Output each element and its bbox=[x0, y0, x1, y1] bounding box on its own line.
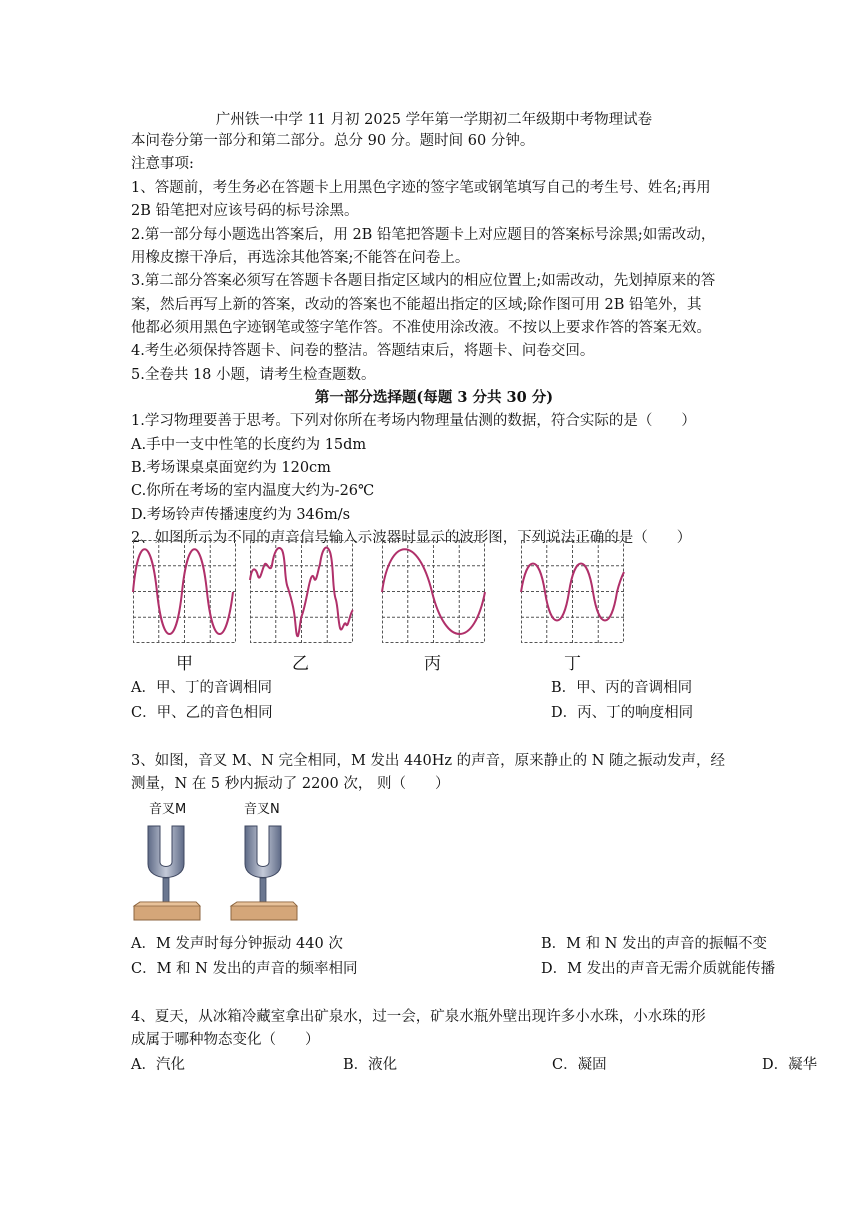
question-4-stem-line1: 4、夏天，从冰箱冷藏室拿出矿泉水，过一会，矿泉水瓶外壁出现许多小水珠，小水珠的形 bbox=[131, 1009, 706, 1025]
question-4-stem-line2: 成属于哪种物态变化（ ） bbox=[131, 1032, 320, 1048]
notice-heading: 注意事项: bbox=[131, 156, 194, 172]
waveform-yi bbox=[250, 540, 353, 643]
tuning-fork-m-icon bbox=[130, 822, 202, 924]
question-3-option-d: D．M 发出的声音无需介质就能传播 bbox=[541, 961, 776, 977]
notice-line: 3.第二部分答案必须写在答题卡各题目指定区域内的相应位置上;如需改动，先划掉原来的答 bbox=[131, 273, 716, 289]
question-1-stem: 1.学习物理要善于思考。下列对你所在考场内物理量估测的数据，符合实际的是（ ） bbox=[131, 413, 696, 429]
waveform-caption-bing: 丙 bbox=[424, 654, 441, 674]
question-1-option-d: D.考场铃声传播速度约为 346m/s bbox=[131, 507, 351, 523]
notice-line: 案，然后再写上新的答案，改动的答案也不能超出指定的区域;除作图可用 2B 铅笔外，其 bbox=[131, 297, 702, 313]
question-1-option-c: C.你所在考场的室内温度大约为-26℃ bbox=[131, 483, 375, 499]
question-1-option-a: A.手中一支中性笔的长度约为 15dm bbox=[131, 437, 367, 453]
question-4-option-c: C．凝固 bbox=[552, 1057, 607, 1073]
question-3-option-c: C．M 和 N 发出的声音的频率相同 bbox=[131, 961, 358, 977]
waveform-caption-jia: 甲 bbox=[176, 654, 193, 674]
exam-title: 广州铁一中学 11 月初 2025 学年第一学期初二年级期中考物理试卷 bbox=[215, 112, 653, 128]
question-2-option-d: D．丙、丁的响度相同 bbox=[551, 705, 694, 721]
question-2-option-b: B．甲、丙的音调相同 bbox=[551, 680, 693, 696]
notice-line: 2.第一部分每小题选出答案后，用 2B 铅笔把答题卡上对应题目的答案标号涂黑;如需改动， bbox=[131, 227, 716, 243]
question-4-option-a: A．汽化 bbox=[131, 1057, 185, 1073]
exam-intro: 本问卷分第一部分和第二部分。总分 90 分。题时间 60 分钟。 bbox=[131, 133, 535, 149]
notice-line: 用橡皮擦干净后，再选涂其他答案;不能答在问卷上。 bbox=[131, 250, 470, 266]
question-4-option-b: B．液化 bbox=[343, 1057, 398, 1073]
waveform-caption-ding: 丁 bbox=[564, 654, 581, 674]
waveform-bing bbox=[382, 540, 485, 643]
tuning-fork-m-label: 音叉M bbox=[149, 802, 187, 817]
notice-line: 5.全卷共 18 小题，请考生检查题数。 bbox=[131, 367, 376, 383]
notice-line: 2B 铅笔把对应该号码的标号涂黑。 bbox=[131, 203, 359, 219]
section-title: 第一部分选择题(每题 3 分共 30 分) bbox=[314, 389, 554, 406]
tuning-fork-n-icon bbox=[227, 822, 299, 924]
question-2-option-c: C．甲、乙的音色相同 bbox=[131, 705, 273, 721]
question-3-stem-line2: 测量，N 在 5 秒内振动了 2200 次， 则（ ） bbox=[131, 776, 450, 792]
notice-line: 他都必须用黑色字迹钢笔或签字笔作答。不准使用涂改液。不按以上要求作答的答案无效。 bbox=[131, 320, 711, 336]
question-1-option-b: B.考场课桌桌面宽约为 120cm bbox=[131, 460, 331, 476]
notice-line: 1、答题前，考生务必在答题卡上用黑色字迹的签字笔或钢笔填写自己的考生号、姓名;再用 bbox=[131, 180, 711, 196]
question-2-stem: 2、如图所示为不同的声音信号输入示波器时显示的波形图，下列说法正确的是（ ） bbox=[131, 530, 692, 546]
tuning-fork-n-label: 音叉N bbox=[244, 802, 280, 817]
question-3-option-b: B．M 和 N 发出的声音的振幅不变 bbox=[541, 936, 768, 952]
question-3-stem-line1: 3、如图，音叉 M、N 完全相同，M 发出 440Hz 的声音，原来静止的 N 随之振动发声，经 bbox=[131, 753, 726, 769]
waveform-caption-yi: 乙 bbox=[292, 654, 309, 674]
question-4-option-d: D．凝华 bbox=[762, 1057, 818, 1073]
waveform-jia bbox=[133, 540, 236, 643]
waveform-ding bbox=[521, 540, 624, 643]
notice-line: 4.考生必须保持答题卡、问卷的整洁。答题结束后，将题卡、问卷交回。 bbox=[131, 343, 595, 359]
question-2-option-a: A．甲、丁的音调相同 bbox=[131, 680, 272, 696]
question-3-option-a: A．M 发声时每分钟振动 440 次 bbox=[131, 936, 343, 952]
